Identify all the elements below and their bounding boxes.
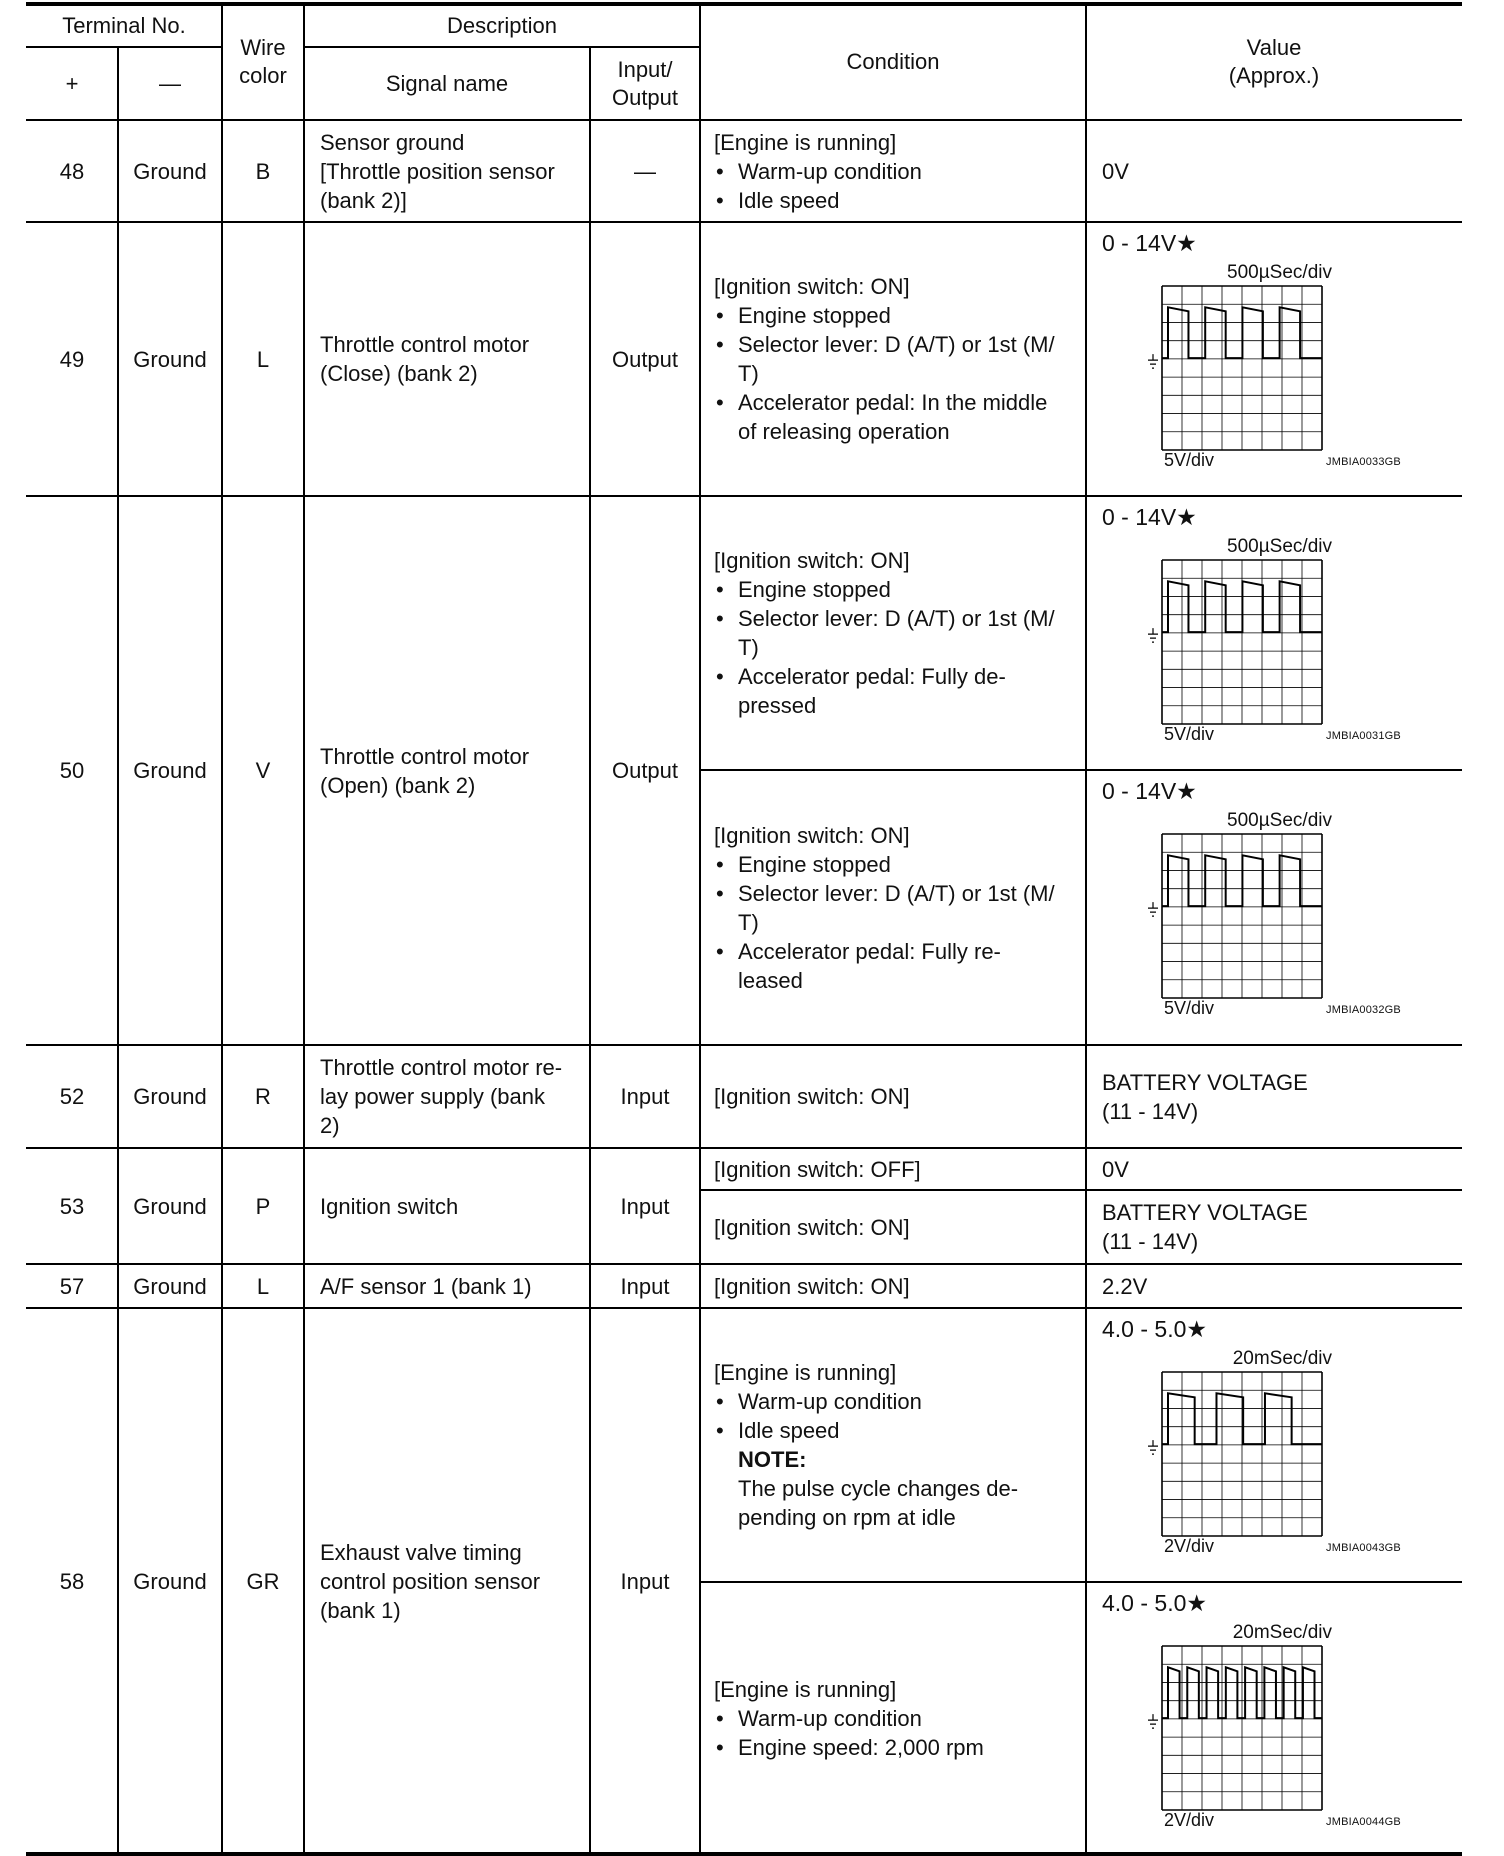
row-48-signal-name-text-line: (bank 2)] [320, 187, 407, 213]
row-58-scope-range-text: 4.0 - 5.0 [1102, 1590, 1187, 1616]
star-icon: ★ [1186, 1316, 1208, 1342]
waveform [1162, 307, 1322, 358]
row-53-ground: Ground [133, 1193, 207, 1219]
row-50-condition-bullet-text: • Accelerator pedal: Fully de- [738, 664, 1006, 689]
row-57-value [1086, 1264, 1462, 1308]
row-58-wire-color: GR [246, 1568, 280, 1594]
header-input-output-text-line: Output [611, 84, 679, 110]
row-50-condition-bullet [714, 575, 1080, 604]
row-53-value-text-line: (11 - 14V) [1102, 1229, 1199, 1254]
row-50-condition-bullet-text: • Accelerator pedal: Fully re- [738, 938, 1001, 964]
row-58-note-text: The pulse cycle changes de- [738, 1476, 1019, 1501]
ground-symbol-icon [1148, 628, 1158, 642]
row-52-value-text [1102, 1068, 1308, 1126]
header-minus: — [159, 70, 181, 96]
row-50-condition-bullet-text: pressed [738, 693, 817, 718]
row-50-scope-code: JMBIA0031GB [1326, 730, 1401, 742]
row-53-condition [714, 1213, 1080, 1242]
row-49-condition-bullet [714, 388, 1080, 446]
row-58-scope-range [1102, 1590, 1207, 1617]
row-48-value [1086, 120, 1462, 222]
row-48-ground: Ground [133, 158, 207, 184]
row-50-signal-name-text-line: Throttle control motor [320, 743, 530, 769]
row-58-input-output: Input [620, 1568, 670, 1594]
row-57-input-output: Input [620, 1273, 670, 1299]
row-58-condition-bullet-text: • Engine speed: 2,000 rpm [738, 1734, 984, 1760]
row-50-terminal: 50 [59, 758, 85, 783]
row-50-condition-bullet-text: • Selector lever: D (A/T) or 1st (M/ [738, 880, 1055, 906]
row-49-condition-bullet [714, 330, 1080, 388]
row-53-value-text [1102, 1155, 1129, 1184]
row-48-input-output: — [634, 158, 656, 184]
row-58-condition [714, 1675, 1080, 1762]
row-52-condition-heading: [Ignition switch: ON] [714, 1084, 910, 1109]
row-50-signal-name [304, 496, 590, 1045]
row-48-value-text [1102, 157, 1129, 186]
star-icon: ★ [1176, 230, 1197, 256]
row-53-terminal: 53 [59, 1193, 85, 1219]
row-57-signal-name [304, 1264, 590, 1308]
row-52-signal-name-text [320, 1053, 562, 1140]
row-50-scope-range-text: 0 - 14V [1102, 778, 1177, 804]
row-58-condition-bullet [714, 1416, 1080, 1445]
header-wire-color-text [239, 34, 287, 90]
waveform [1162, 855, 1322, 906]
row-49-scope-range-text: 0 - 14V [1102, 230, 1177, 256]
row-57-wire-color: L [256, 1273, 270, 1299]
row-53-signal-name [304, 1148, 590, 1264]
row-58-signal-name-text-line: Exhaust valve timing [320, 1539, 522, 1565]
row-49-condition-bullet [714, 301, 1080, 330]
row-58-condition-bullet-text: • Idle speed [738, 1418, 840, 1443]
row-50-condition-bullet [714, 604, 1080, 662]
row-58-scope-range-text: 4.0 - 5.0 [1102, 1316, 1187, 1342]
row-48-signal-name [304, 120, 590, 222]
row-58-signal-name-text-line: (bank 1) [320, 1597, 401, 1623]
row-58-scope-range [1102, 1316, 1207, 1343]
row-52-condition [714, 1082, 1080, 1111]
row-49-scope-voltdiv: 5V/div [1164, 450, 1215, 470]
row-49-condition-bullet-text: of releasing operation [738, 419, 950, 444]
row-52-ground: Ground [133, 1084, 207, 1109]
row-52-value-text-line: (11 - 14V) [1102, 1098, 1199, 1124]
row-58-oscilloscope-trace [1162, 1646, 1322, 1810]
row-58-ground: Ground [133, 1568, 207, 1594]
row-48-condition-bullet [714, 186, 1080, 215]
row-48-condition-bullet [714, 157, 1080, 186]
row-50-wire-color: V [255, 758, 271, 783]
row-58-signal-name [304, 1308, 590, 1854]
row-50-scope-range [1102, 778, 1197, 805]
star-icon: ★ [1176, 504, 1197, 530]
row-50-oscilloscope-trace [1162, 560, 1322, 724]
row-58-terminal: 58 [59, 1568, 85, 1594]
row-53-value-text [1102, 1198, 1308, 1256]
row-57-signal-name-text-line: A/F sensor 1 (bank 1) [320, 1273, 532, 1299]
row-50-scope-code: JMBIA0032GB [1326, 1004, 1401, 1016]
row-57-signal-name-text [320, 1272, 532, 1301]
row-53-wire-color: P [255, 1193, 271, 1219]
row-53-value [1086, 1148, 1462, 1190]
row-50-condition [714, 546, 1080, 720]
row-49-condition-bullet-text: • Selector lever: D (A/T) or 1st (M/ [738, 332, 1055, 357]
row-52-signal-name [304, 1045, 590, 1148]
row-48-signal-name-text-line: Sensor ground [320, 129, 465, 155]
row-53-value-text-line: BATTERY VOLTAGE [1102, 1200, 1308, 1225]
row-52-signal-name-text-line: 2) [320, 1113, 340, 1138]
row-50-ground: Ground [133, 758, 207, 783]
header-value-text [1229, 34, 1319, 90]
row-50-scope-voltdiv: 5V/div [1164, 998, 1215, 1018]
row-50-condition-heading: [Ignition switch: ON] [714, 548, 910, 573]
header-input-output-text-line: Input/ [617, 56, 673, 82]
row-49-scope-timebase: 500µSec/div [1227, 262, 1332, 283]
row-58-condition-heading: [Engine is running] [714, 1360, 897, 1385]
row-53-value [1086, 1190, 1462, 1264]
row-50-input-output: Output [611, 758, 679, 783]
row-50-condition [714, 821, 1080, 995]
row-48-signal-name-text-line: [Throttle position sensor [320, 158, 555, 184]
row-53-signal-name-text [320, 1192, 458, 1221]
row-52-value [1086, 1045, 1462, 1148]
row-48-condition [714, 128, 1080, 215]
row-50-condition-bullet [714, 850, 1080, 879]
row-50-split-rule [700, 769, 1462, 771]
row-49-terminal: 49 [59, 346, 85, 372]
row-50-scope-voltdiv: 5V/div [1164, 724, 1215, 744]
row-52-wire-color: R [255, 1084, 271, 1109]
row-52-value-text-line: BATTERY VOLTAGE [1102, 1069, 1308, 1095]
row-48-condition-heading: [Engine is running] [714, 129, 897, 155]
row-58-scope-code: JMBIA0043GB [1326, 1542, 1401, 1554]
row-49-signal-name [304, 222, 590, 496]
header-wire-color [222, 4, 304, 120]
row-58-scope-voltdiv: 2V/div [1164, 1810, 1215, 1830]
row-50-scope-timebase: 500µSec/div [1227, 536, 1332, 557]
row-58-scope-voltdiv: 2V/div [1164, 1536, 1215, 1556]
row-58-condition-bullet-text: • Warm-up condition [738, 1705, 922, 1731]
header-description: Description [446, 12, 558, 38]
row-57-condition [714, 1272, 1080, 1301]
row-49-input-output: Output [611, 346, 679, 372]
row-57-terminal: 57 [59, 1273, 85, 1299]
header-plus: + [65, 70, 79, 96]
row-57-value-text [1102, 1272, 1147, 1301]
row-49-condition-bullet-text: • Accelerator pedal: In the middle [738, 390, 1048, 415]
row-48-terminal: 48 [59, 158, 85, 184]
row-52-signal-name-text-line: Throttle control motor re- [320, 1055, 563, 1080]
row-49-signal-name-text-line: (Close) (bank 2) [320, 361, 478, 386]
star-icon: ★ [1176, 778, 1197, 804]
row-50-condition-bullet-text: • Engine stopped [738, 577, 891, 602]
header-value-text-line: Value [1246, 35, 1302, 60]
row-49-condition [714, 272, 1080, 446]
header-signal-name: Signal name [385, 70, 509, 96]
row-50-condition-bullet-text: • Selector lever: D (A/T) or 1st (M/ [738, 606, 1055, 631]
row-58-note-label: NOTE: [738, 1447, 807, 1472]
row-49-condition-bullet-text: T) [738, 361, 759, 386]
row-57-condition-heading: [Ignition switch: ON] [714, 1273, 910, 1299]
row-50-condition-bullet-text: T) [738, 909, 759, 935]
row-57-value-text-line: 2.2V [1102, 1273, 1148, 1299]
row-53-value-text-line: 0V [1102, 1156, 1129, 1182]
row-58-condition-heading: [Engine is running] [714, 1676, 897, 1702]
row-50-condition-bullet [714, 937, 1080, 995]
row-rule [26, 1852, 1462, 1856]
row-50-oscilloscope-trace [1162, 834, 1322, 998]
row-52-signal-name-text-line: lay power supply (bank [320, 1084, 546, 1109]
ground-symbol-icon [1148, 902, 1158, 916]
row-49-scope-code: JMBIA0033GB [1326, 456, 1401, 468]
row-49-oscilloscope-trace [1162, 286, 1322, 450]
ground-symbol-icon [1148, 1440, 1158, 1454]
ground-symbol-icon [1148, 1714, 1158, 1728]
row-58-condition-bullet [714, 1387, 1080, 1416]
row-58-oscilloscope-trace [1162, 1372, 1322, 1536]
row-50-condition-bullet-text: • Engine stopped [738, 851, 891, 877]
horizontal-rule [304, 46, 700, 48]
row-52-input-output: Input [620, 1084, 670, 1109]
row-49-scope-range [1102, 230, 1197, 257]
row-50-condition-heading: [Ignition switch: ON] [714, 822, 910, 848]
row-53-condition [714, 1155, 1080, 1184]
row-53-condition-heading: [Ignition switch: OFF] [714, 1156, 921, 1182]
row-52-terminal: 52 [59, 1084, 85, 1109]
row-58-signal-name-text-line: control position sensor [320, 1568, 541, 1594]
row-50-scope-timebase: 500µSec/div [1227, 810, 1332, 831]
row-49-ground: Ground [133, 346, 207, 372]
row-50-condition-bullet [714, 662, 1080, 720]
row-49-wire-color: L [256, 346, 270, 372]
row-49-condition-heading: [Ignition switch: ON] [714, 274, 910, 299]
header-wire-color-text-line: Wire [240, 35, 286, 60]
row-50-condition-bullet-text: leased [738, 967, 803, 993]
header-value-text-line: (Approx.) [1228, 63, 1320, 88]
row-49-signal-name-text [320, 330, 529, 388]
row-53-input-output: Input [620, 1193, 670, 1219]
row-50-scope-range [1102, 504, 1197, 531]
row-58-note-text: pending on rpm at idle [738, 1505, 956, 1530]
row-50-signal-name-text-line: (Open) (bank 2) [320, 772, 476, 798]
row-58-split-rule [700, 1581, 1462, 1583]
row-50-condition-bullet [714, 879, 1080, 937]
row-48-wire-color: B [255, 158, 271, 184]
ground-symbol-icon [1148, 354, 1158, 368]
vertical-rule [1085, 4, 1087, 1854]
star-icon: ★ [1186, 1590, 1208, 1616]
row-58-scope-timebase: 20mSec/div [1232, 1348, 1332, 1369]
row-48-condition-bullet-text: • Warm-up condition [738, 158, 922, 184]
row-58-condition [714, 1358, 1080, 1532]
row-48-signal-name-text [320, 128, 555, 215]
row-58-signal-name-text [320, 1538, 540, 1625]
waveform [1162, 581, 1322, 632]
row-58-scope-timebase: 20mSec/div [1232, 1622, 1332, 1643]
table-top-rule [26, 2, 1462, 6]
row-50-scope-range-text: 0 - 14V [1102, 504, 1177, 530]
header-input-output-text [612, 56, 678, 112]
row-50-signal-name-text [320, 742, 529, 800]
header-input-output [590, 47, 700, 120]
header-value [1086, 4, 1462, 120]
row-48-condition-bullet-text: • Idle speed [738, 187, 840, 213]
row-53-condition-heading: [Ignition switch: ON] [714, 1214, 910, 1240]
header-condition: Condition [846, 49, 940, 74]
row-58-scope-code: JMBIA0044GB [1326, 1816, 1401, 1828]
row-49-condition-bullet-text: • Engine stopped [738, 303, 891, 328]
row-58-condition-bullet-text: • Warm-up condition [738, 1389, 922, 1414]
row-50-condition-bullet-text: T) [738, 635, 759, 660]
row-49-signal-name-text-line: Throttle control motor [320, 332, 530, 357]
row-57-ground: Ground [133, 1273, 207, 1299]
row-58-condition-bullet [714, 1733, 1080, 1762]
header-wire-color-text-line: color [239, 63, 287, 88]
header-terminal-no: Terminal No. [62, 12, 186, 38]
row-48-value-text-line: 0V [1102, 158, 1129, 184]
row-53-signal-name-text-line: Ignition switch [320, 1193, 459, 1219]
horizontal-rule [26, 46, 222, 48]
row-58-condition-bullet [714, 1704, 1080, 1733]
